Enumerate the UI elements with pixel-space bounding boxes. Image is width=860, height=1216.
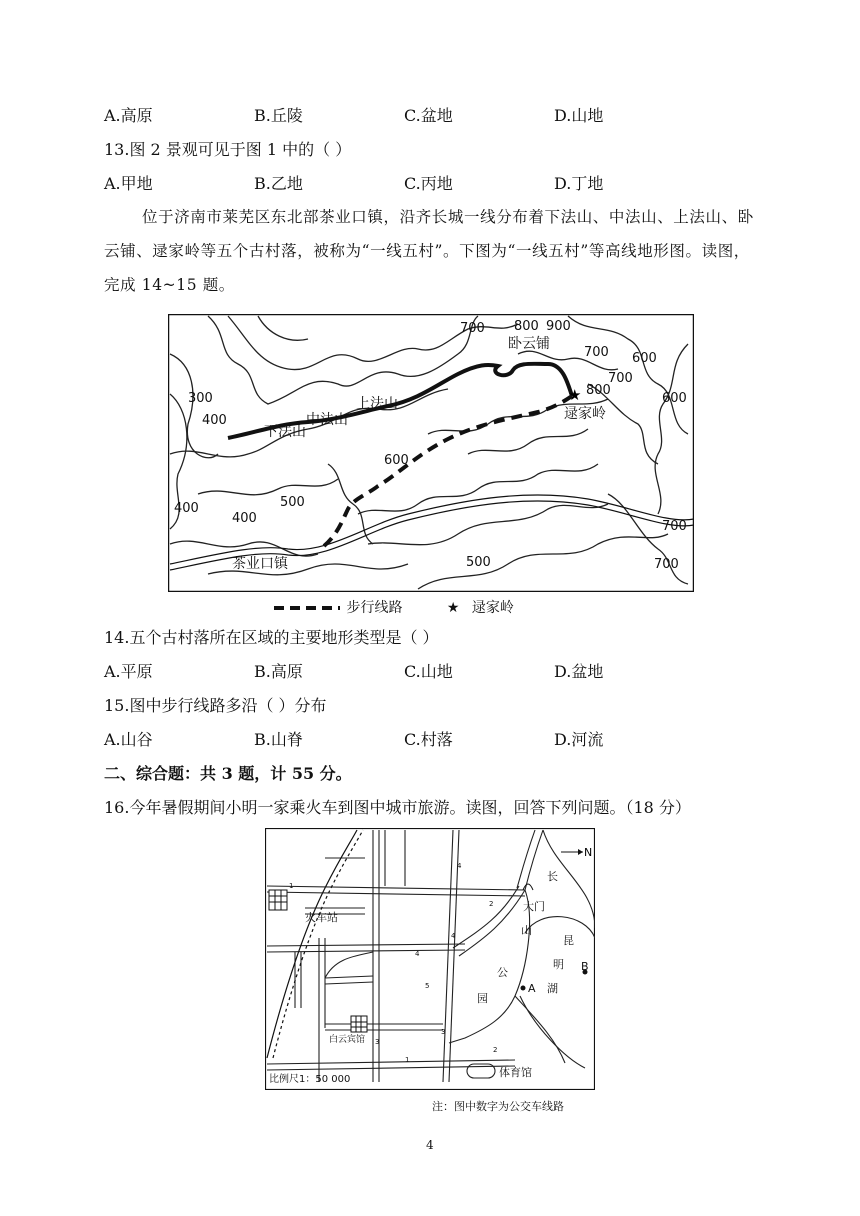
place-label-zhongfashan: 中法山 (306, 412, 348, 428)
q12-option-c: C.盆地 (404, 106, 453, 125)
place-label-woyunpu: 卧云铺 (508, 336, 550, 352)
city-map (265, 828, 595, 1090)
map-note: 注：图中数字为公交车线路 (432, 1100, 564, 1113)
contour-label: 600 (632, 351, 657, 366)
north-arrow-label: N (584, 846, 593, 859)
point-b-label: B (581, 960, 589, 973)
contour-label: 700 (608, 371, 633, 386)
park-label: 山 (521, 924, 532, 937)
contour-label: 700 (654, 557, 679, 572)
bus-route-number: 4 (415, 950, 420, 958)
gym-label: 体育馆 (499, 1066, 532, 1079)
q14-option-a: A.平原 (104, 662, 153, 681)
q14-option-c: C.山地 (404, 662, 453, 681)
lake-label: 湖 (547, 982, 558, 995)
page-number: 4 (426, 1138, 434, 1152)
contour-label: 700 (662, 519, 687, 534)
bus-route-number: 5 (425, 982, 430, 990)
q14-option-d: D.盆地 (554, 662, 604, 681)
legend-star-icon: ★ (446, 600, 460, 616)
q13-stem: 13.图 2 景观可见于图 1 中的（ ） (104, 140, 352, 159)
q12-option-d: D.山地 (554, 106, 604, 125)
map-legend (272, 597, 514, 617)
legend-route-label: 步行线路 (346, 600, 403, 616)
scale-label: 比例尺1：50 000 (269, 1074, 351, 1085)
q15-option-c: C.村落 (404, 730, 453, 749)
intro-paragraph: 位于济南市莱芜区东北部茶业口镇，沿齐长城一线分布着下法山、中法山、上法山、卧云铺、逯家岭等五个古村落，被称为“一线五村”。下图为“一线五村”等高线地形图。读图，完成 14~15 题。 (104, 208, 754, 294)
place-label-chayekou: 茶业口镇 (232, 556, 288, 572)
station-label: 火车站 (305, 911, 338, 924)
bus-route-number: 2 (489, 900, 494, 908)
place-label-shangfashan: 上法山 (356, 396, 398, 412)
q13-option-b: B.乙地 (254, 174, 303, 193)
contour-label: 800 (586, 383, 611, 398)
q15-option-b: B.山脊 (254, 730, 303, 749)
legend-star-label: 逯家岭 (471, 600, 514, 616)
park-label: 长 (547, 870, 558, 883)
q14-stem: 14.五个古村落所在区域的主要地形类型是（ ） (104, 628, 439, 647)
contour-label: 700 (460, 321, 485, 336)
contour-label: 400 (232, 511, 257, 526)
hotel-label: 白云宾馆 (329, 1035, 366, 1045)
bus-route-number: 4 (457, 862, 462, 870)
section-heading: 二、综合题：共 3 题，计 55 分。 (104, 764, 352, 783)
bus-route-number: 3 (375, 1038, 380, 1046)
contour-label: 400 (202, 413, 227, 428)
q14-option-b: B.高原 (254, 662, 303, 681)
place-label-lujialing: 逯家岭 (564, 406, 606, 422)
contour-label: 800 (514, 319, 539, 334)
lake-label: 明 (553, 958, 564, 971)
lake-label: 昆 (563, 934, 574, 947)
bus-route-number: 2 (493, 1046, 498, 1054)
contour-label: 700 (584, 345, 609, 360)
q12-option-a: A.高原 (104, 106, 153, 125)
contour-label: 600 (384, 453, 409, 468)
point-a-marker (521, 986, 526, 991)
contour-label: 500 (280, 495, 305, 510)
q15-option-d: D.河流 (554, 730, 604, 749)
dashed-route-icon (272, 602, 342, 614)
q13-option-c: C.丙地 (404, 174, 453, 193)
star-icon: ★ (568, 386, 582, 404)
contour-map (168, 314, 694, 592)
q12-option-b: B.丘陵 (254, 106, 303, 125)
bus-route-number: 4 (451, 932, 456, 940)
q16-stem: 16.今年暑假期间小明一家乘火车到图中城市旅游。读图，回答下列问题。（18 分） (104, 798, 691, 817)
point-a-label: A (528, 982, 536, 995)
q13-option-a: A.甲地 (104, 174, 153, 193)
contour-label: 900 (546, 319, 571, 334)
contour-label: 600 (662, 391, 687, 406)
q13-option-d: D.丁地 (554, 174, 604, 193)
contour-label: 500 (466, 555, 491, 570)
q15-option-a: A.山谷 (104, 730, 153, 749)
bus-route-number: 1 (405, 1056, 410, 1064)
gate-label: 大门 (523, 900, 545, 913)
place-label-xiafashan: 下法山 (264, 424, 306, 440)
q15-stem: 15.图中步行线路多沿（ ）分布 (104, 696, 327, 715)
bus-route-number: 3 (441, 1028, 446, 1036)
park-label: 公 (497, 966, 508, 979)
contour-label: 300 (188, 391, 213, 406)
park-label: 园 (477, 992, 488, 1005)
contour-label: 400 (174, 501, 199, 516)
bus-route-number: 1 (289, 882, 294, 890)
